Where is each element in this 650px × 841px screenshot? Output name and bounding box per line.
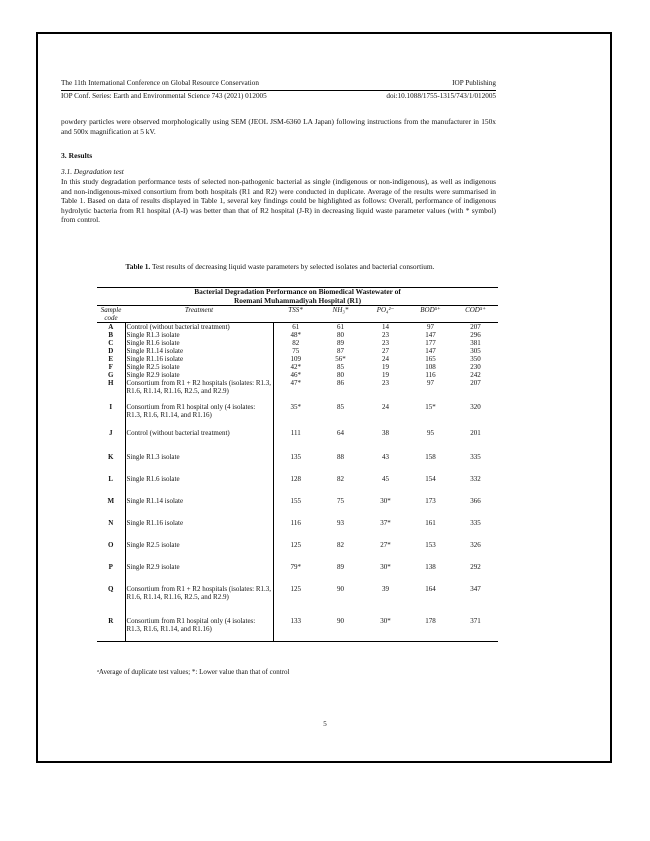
cell-tss: 128	[290, 475, 301, 484]
table-row	[97, 363, 498, 371]
cell-code: K	[108, 453, 114, 462]
cell-code: F	[108, 363, 113, 372]
cell-tss: 75	[292, 347, 300, 356]
cell-code: H	[108, 379, 114, 388]
cell-nh3: 85	[337, 363, 344, 372]
cell-bod: 97	[427, 379, 434, 388]
table-row	[97, 563, 498, 585]
table-footnote: ᵃAverage of duplicate test values; *: Lower value than that of control	[97, 668, 290, 676]
cell-treatment: Control (without bacterial treatment)	[125, 429, 273, 453]
subsection-heading: 3.1. Degradation test	[61, 167, 124, 176]
cell-tss: 42*	[290, 363, 301, 372]
header-bod: BOD⁵⁺	[408, 306, 453, 323]
table-caption-text: Test results of decreasing liquid waste parameters by selected isolates and bacterial consortium.	[152, 262, 435, 271]
cell-treatment: Consortium from R1 + R2 hospitals (isolates: R1.3, R1.6, R1.14, R1.16, R2.5, and R2.9)	[125, 379, 273, 403]
journal-series: IOP Conf. Series: Earth and Environmental Science 743 (2021) 012005	[61, 92, 267, 100]
cell-code: L	[108, 475, 114, 484]
cell-po4: 24	[382, 355, 389, 364]
cell-tss: 47*	[290, 379, 301, 388]
cell-treatment: Single R1.16 isolate	[125, 519, 273, 541]
cell-po4: 43	[382, 453, 389, 462]
cell-po4: 23	[382, 339, 389, 348]
cell-code: D	[108, 347, 114, 356]
cell-bod: 165	[425, 355, 436, 364]
cell-cod: 292	[470, 563, 481, 572]
cell-treatment: Single R1.16 isolate	[125, 355, 273, 363]
header-sample-code: Sample code	[97, 306, 125, 323]
table-row	[97, 347, 498, 355]
cell-tss: 133	[273, 617, 318, 641]
cell-code: Q	[108, 585, 114, 594]
cell-po4: 45	[382, 475, 389, 484]
table-row	[97, 475, 498, 497]
cell-bod: 158	[425, 453, 436, 462]
cell-bod: 161	[425, 519, 436, 528]
table-row	[97, 617, 498, 641]
conference-name: The 11th International Conference on Global Resource Conservation	[61, 79, 259, 87]
header-rule	[61, 90, 496, 91]
table-row	[97, 519, 498, 541]
cell-code: M	[107, 497, 115, 506]
cell-treatment: Control (without bacterial treatment)	[125, 323, 273, 332]
cell-cod: 207	[470, 379, 481, 388]
cell-po4: 14	[382, 323, 389, 332]
cell-tss: 109	[290, 355, 301, 364]
cell-nh3: 89	[337, 563, 344, 572]
cell-tss: 125	[290, 585, 301, 594]
header-tss: TSS*	[273, 306, 318, 323]
header-nh3: NH₃*	[318, 306, 363, 323]
cell-po4: 19	[382, 363, 389, 372]
intro-paragraph: powdery particles were observed morphologically using SEM (JEOL JSM-6360 LA Japan) following instructions from the manufacturer in 150x and 500x magnification at 5 kV.	[61, 117, 496, 136]
table-row	[97, 323, 498, 332]
cell-code: G	[108, 371, 114, 380]
doi: doi:10.1088/1755-1315/743/1/012005	[386, 92, 496, 100]
cell-bod: 116	[425, 371, 436, 380]
cell-cod: 381	[470, 339, 481, 348]
cell-treatment: Single R2.9 isolate	[125, 371, 273, 379]
section-heading: 3. Results	[61, 151, 93, 160]
cell-cod: 366	[470, 497, 481, 506]
cell-nh3: 80	[337, 331, 344, 340]
cell-tss: 48*	[290, 331, 301, 340]
cell-tss: 35*	[290, 403, 301, 412]
cell-cod: 201	[470, 429, 481, 438]
cell-nh3: 89	[337, 339, 344, 348]
cell-nh3: 86	[337, 379, 344, 388]
cell-po4: 37*	[380, 519, 391, 528]
cell-cod: 320	[470, 403, 481, 412]
cell-po4: 30*	[363, 617, 408, 641]
cell-cod: 371	[453, 617, 498, 641]
cell-treatment: Consortium from R1 hospital only (4 isolates: R1.3, R1.6, R1.14, and R1.16)	[125, 403, 273, 429]
cell-tss: 125	[290, 541, 301, 550]
cell-tss: 116	[290, 519, 301, 528]
cell-tss: 111	[290, 429, 301, 438]
table-row	[97, 331, 498, 339]
cell-po4: 30*	[380, 563, 391, 572]
cell-bod: 95	[427, 429, 434, 438]
cell-nh3: 61	[337, 323, 344, 332]
cell-po4: 27*	[380, 541, 391, 550]
table-row	[97, 429, 498, 453]
cell-cod: 326	[470, 541, 481, 550]
cell-bod: 164	[425, 585, 436, 594]
cell-nh3: 90	[318, 617, 363, 641]
results-table	[97, 287, 498, 642]
cell-treatment: Single R1.3 isolate	[125, 453, 273, 475]
cell-po4: 27	[382, 347, 389, 356]
header-cod: COD⁵⁺	[453, 306, 498, 323]
table-row	[97, 541, 498, 563]
cell-bod: 147	[425, 331, 436, 340]
cell-po4: 38	[382, 429, 389, 438]
cell-tss: 79*	[290, 563, 301, 572]
cell-tss: 135	[290, 453, 301, 462]
cell-code: O	[108, 541, 114, 550]
table-caption-label: Table 1.	[125, 262, 151, 271]
table-row	[97, 453, 498, 475]
cell-cod: 242	[470, 371, 481, 380]
cell-nh3: 88	[337, 453, 344, 462]
cell-cod: 305	[470, 347, 481, 356]
cell-nh3: 87	[337, 347, 344, 356]
table-row	[97, 371, 498, 379]
cell-nh3: 75	[337, 497, 344, 506]
cell-bod: 153	[425, 541, 436, 550]
cell-nh3: 56*	[335, 355, 346, 364]
cell-code: C	[108, 339, 114, 348]
table-row	[97, 355, 498, 363]
cell-cod: 335	[470, 453, 481, 462]
cell-treatment: Single R1.14 isolate	[125, 347, 273, 355]
cell-treatment: Single R2.5 isolate	[125, 541, 273, 563]
cell-cod: 230	[470, 363, 481, 372]
cell-bod: 173	[425, 497, 436, 506]
cell-cod: 347	[470, 585, 481, 594]
cell-code: A	[108, 323, 114, 332]
cell-cod: 350	[470, 355, 481, 364]
cell-treatment: Single R2.9 isolate	[125, 563, 273, 585]
cell-nh3: 64	[337, 429, 344, 438]
cell-nh3: 82	[337, 475, 344, 484]
cell-treatment: Consortium from R1 hospital only (4 isolates: R1.3, R1.6, R1.14, and R1.16)	[125, 617, 273, 641]
cell-treatment: Single R1.3 isolate	[125, 331, 273, 339]
table-caption	[90, 262, 470, 271]
table-row	[97, 585, 498, 617]
cell-cod: 207	[470, 323, 481, 332]
cell-tss: 155	[290, 497, 301, 506]
cell-bod: 97	[427, 323, 434, 332]
cell-code: P	[108, 563, 113, 572]
results-paragraph: In this study degradation performance tests of selected non-pathogenic bacterial as single (indigenous or non-indigenous), as well as indigenous and non-indigenous-mixed consortium from both hospitals (R1 and R2) were conducted in duplicate. Average of the results were summarised in Table 1. Based on data of results displayed in Table 1, several key findings could be highlighted as follows: Overall, performance of indigenous hydrolytic bacteria from R1 hospital (A-I) was better than that of R2 hospital (J-R) in decreasing liquid waste parameter values (with * symbol) from control.	[61, 177, 496, 225]
cell-nh3: 80	[337, 371, 344, 380]
cell-po4: 39	[382, 585, 389, 594]
cell-tss: 61	[292, 323, 300, 332]
cell-treatment: Consortium from R1 + R2 hospitals (isolates: R1.3, R1.6, R1.14, R1.16, R2.5, and R2.9)	[125, 585, 273, 617]
header-po4: PO₄²⁻	[363, 306, 408, 323]
cell-cod: 296	[470, 331, 481, 340]
cell-code: J	[109, 429, 113, 438]
cell-nh3: 85	[337, 403, 344, 412]
cell-treatment: Single R1.6 isolate	[125, 339, 273, 347]
cell-po4: 24	[382, 403, 389, 412]
cell-code: I	[109, 403, 113, 412]
cell-cod: 335	[470, 519, 481, 528]
table-row	[97, 497, 498, 519]
cell-bod: 178	[408, 617, 453, 641]
cell-bod: 147	[425, 347, 436, 356]
cell-code: N	[108, 519, 114, 528]
header-treatment: Treatment	[125, 306, 273, 323]
table-body	[97, 323, 498, 642]
table-title-line1: Bacterial Degradation Performance on Biomedical Wastewater of	[194, 287, 401, 296]
cell-bod: 154	[425, 475, 436, 484]
table-row	[97, 379, 498, 403]
cell-code: E	[108, 355, 114, 364]
cell-bod: 108	[425, 363, 436, 372]
cell-tss: 82	[292, 339, 300, 348]
cell-treatment: Single R1.14 isolate	[125, 497, 273, 519]
cell-bod: 138	[425, 563, 436, 572]
cell-cod: 332	[470, 475, 481, 484]
cell-code: B	[108, 331, 114, 340]
publisher-name: IOP Publishing	[452, 79, 496, 87]
cell-po4: 30*	[380, 497, 391, 506]
cell-bod: 15*	[425, 403, 436, 412]
cell-nh3: 93	[337, 519, 344, 528]
table-row	[97, 339, 498, 347]
cell-nh3: 82	[337, 541, 344, 550]
page-number: 5	[323, 720, 327, 728]
cell-po4: 23	[382, 379, 389, 388]
cell-nh3: 90	[337, 585, 344, 594]
cell-code: R	[97, 617, 125, 641]
table-title-line2: Roemani Muhammadiyah Hospital (R1)	[233, 295, 362, 305]
cell-po4: 19	[382, 371, 389, 380]
cell-tss: 46*	[290, 371, 301, 380]
cell-treatment: Single R2.5 isolate	[125, 363, 273, 371]
table-title	[97, 288, 498, 306]
cell-po4: 23	[382, 331, 389, 340]
cell-treatment: Single R1.6 isolate	[125, 475, 273, 497]
table-row	[97, 403, 498, 429]
cell-bod: 177	[425, 339, 436, 348]
